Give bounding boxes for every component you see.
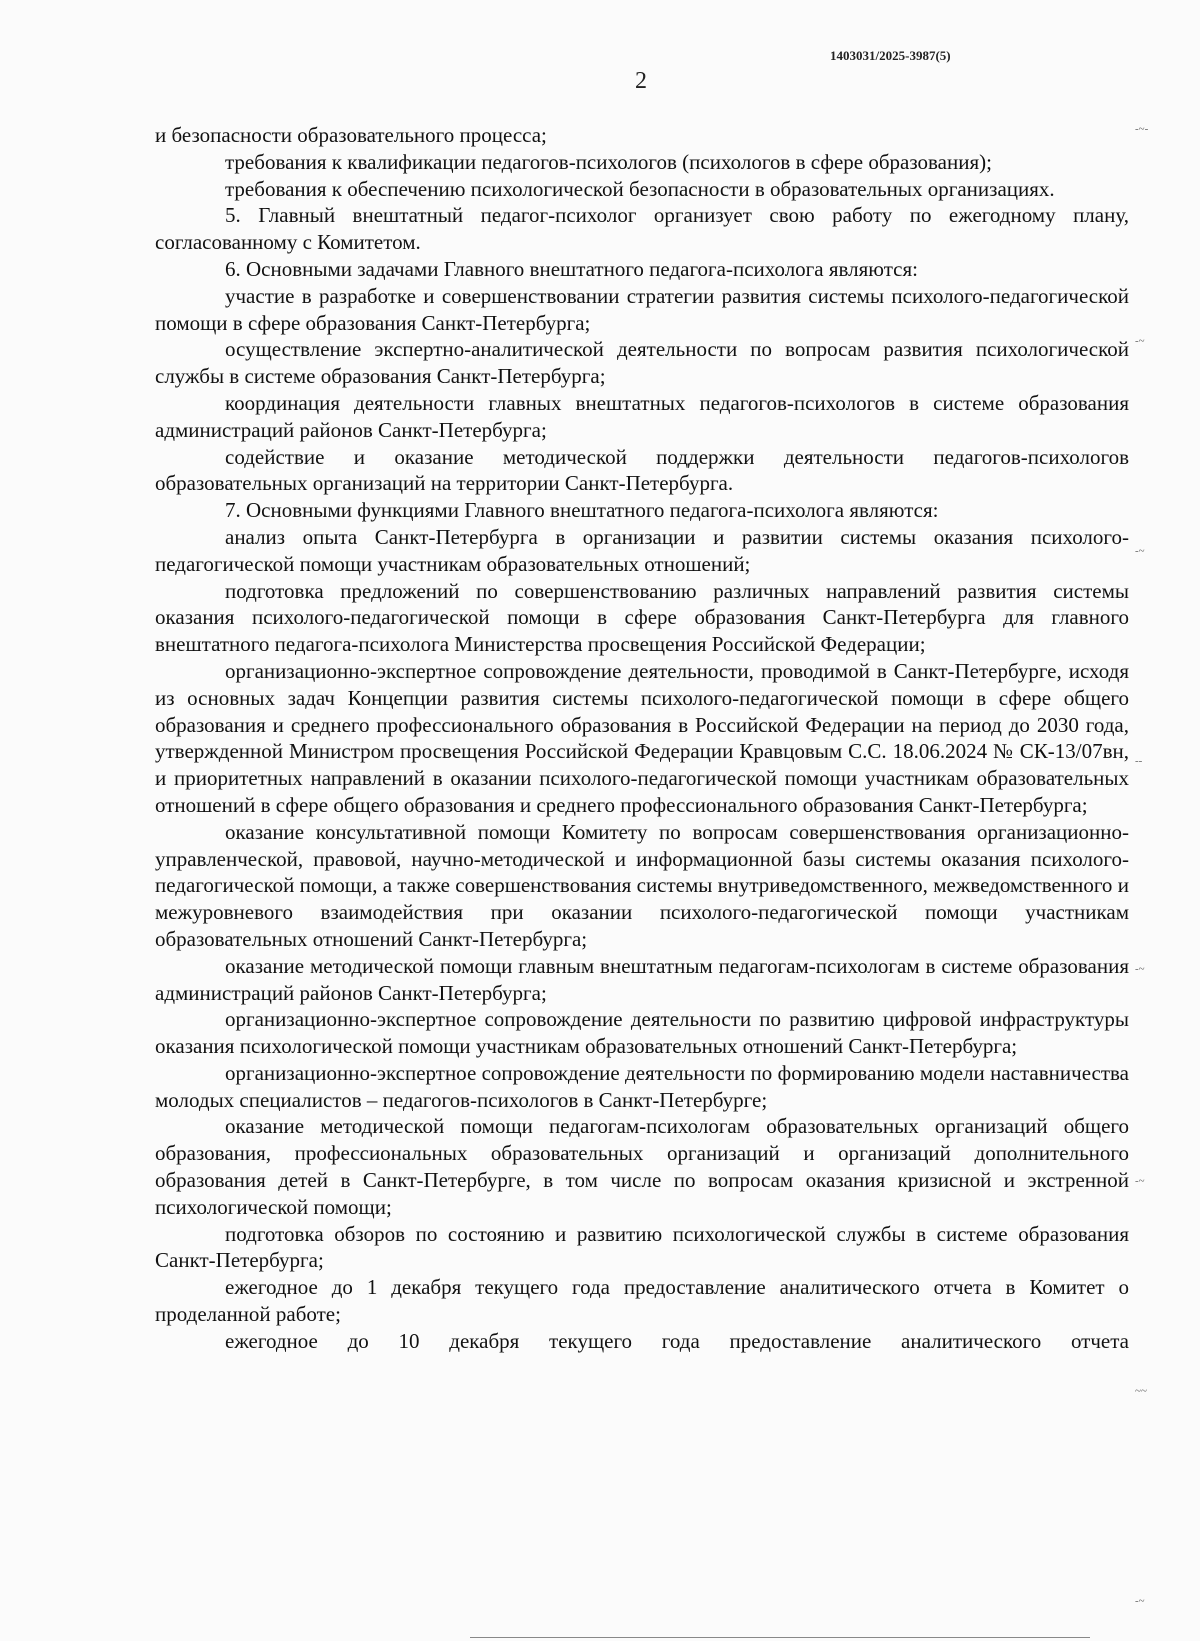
- paragraph: подготовка обзоров по состоянию и развитию психологической службы в системе образования Санкт-Петербурга;: [155, 1221, 1129, 1273]
- paragraph: оказание методической помощи педагогам-психологам образовательных организаций общего образования, профессиональных образовательных организаций и организаций дополнительного образования детей в Санкт-Петербурге, в том числе по вопросам оказания кризисной и экстренной психологической помощи;: [155, 1114, 1129, 1219]
- scan-mark: -~: [1135, 1175, 1145, 1187]
- document-body: [155, 122, 1129, 1355]
- page-number: 2: [635, 68, 647, 94]
- paragraph: и безопасности образовательного процесса;: [155, 123, 547, 147]
- paragraph: 7. Основными функциями Главного внештатного педагога-психолога являются:: [225, 498, 939, 523]
- scan-edge-line: [470, 1637, 1090, 1638]
- paragraph: организационно-экспертное сопровождение деятельности по развитию цифровой инфраструктуры оказания психологической помощи участникам образовательных отношений Санкт-Петербурга;: [155, 1007, 1129, 1059]
- scan-mark: -~-: [1135, 123, 1149, 135]
- scan-mark: --: [1135, 755, 1143, 767]
- paragraph: требования к обеспечению психологической безопасности в образовательных организациях.: [225, 176, 1055, 201]
- paragraph: подготовка предложений по совершенствованию различных направлений развития системы оказания психолого-педагогической помощи в сфере образования Санкт-Петербурга для главного внештатного педагога-психолога Министерства просвещения Российской Федерации;: [155, 578, 1129, 657]
- scan-mark: -~: [1135, 335, 1145, 347]
- paragraph: участие в разработке и совершенствовании стратегии развития системы психолого-педагогической помощи в сфере образования Санкт-Петербурга;: [155, 283, 1129, 335]
- paragraph: организационно-экспертное сопровождение деятельности, проводимой в Санкт-Петербурге, исходя из основных задач Концепции развития системы психолого-педагогической помощи в сфере общего образования и среднего профессионального образования в Российской Федерации на период до 2030 года, утвержденной Министром просвещения Российской Федерации Кравцовым С.С. 18.06.2024 № СК-13/07вн, и приоритетных направлений в оказании психолого-педагогической помощи участникам образовательных отношений в сфере общего образования и среднего профессионального образования Санкт-Петербурга;: [155, 658, 1129, 817]
- paragraph: ежегодное до 1 декабря текущего года предоставление аналитического отчета в Комитет о проделанной работе;: [155, 1275, 1129, 1327]
- paragraph: требования к квалификации педагогов-психологов (психологов в сфере образования);: [225, 149, 992, 174]
- paragraph: содействие и оказание методической поддержки деятельности педагогов-психологов образовательных организаций на территории Санкт-Петербурга.: [155, 444, 1129, 496]
- document-registration-code: 1403031/2025-3987(5): [830, 48, 951, 63]
- paragraph: организационно-экспертное сопровождение деятельности по формированию модели наставничества молодых специалистов – педагогов-психологов в Санкт-Петербурге;: [155, 1060, 1129, 1112]
- scan-mark: -~: [1135, 545, 1145, 557]
- paragraph: осуществление экспертно-аналитической деятельности по вопросам развития психологической службы в системе образования Санкт-Петербурга;: [155, 337, 1129, 389]
- paragraph: 5. Главный внештатный педагог-психолог организует свою работу по ежегодному плану, согласованному с Комитетом.: [155, 203, 1129, 255]
- scan-mark: -~: [1135, 1595, 1145, 1607]
- paragraph: 6. Основными задачами Главного внештатного педагога-психолога являются:: [225, 256, 918, 281]
- paragraph: ежегодное до 10 декабря текущего года предоставление аналитического отчета: [225, 1328, 1129, 1353]
- paragraph: анализ опыта Санкт-Петербурга в организации и развитии системы оказания психолого-педагогической помощи участникам образовательных отношений;: [155, 524, 1129, 576]
- paragraph: оказание консультативной помощи Комитету по вопросам совершенствования организационно-управленческой, правовой, научно-методической и информационной базы системы оказания психолого-педагогической помощи, а также совершенствования системы внутриведомственного, межведомственного и межуровневого взаимодействия при оказании психолого-педагогической помощи участникам образовательных отношений Санкт-Петербурга;: [155, 819, 1129, 951]
- scan-mark: ~~: [1135, 1385, 1147, 1397]
- paragraph: координация деятельности главных внештатных педагогов-психологов в системе образования администраций районов Санкт-Петербурга;: [155, 390, 1129, 442]
- paragraph: оказание методической помощи главным внештатным педагогам-психологам в системе образования администраций районов Санкт-Петербурга;: [155, 953, 1129, 1005]
- scan-mark: -~: [1135, 963, 1145, 975]
